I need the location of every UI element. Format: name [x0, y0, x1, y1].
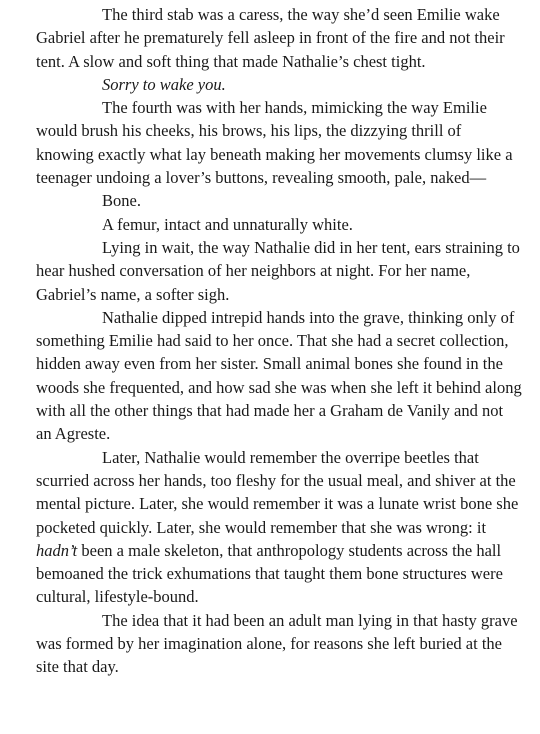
italic-text: Sorry to wake you. [102, 74, 226, 94]
paragraph-grave [36, 306, 522, 446]
paragraph-bone [36, 189, 522, 212]
paragraph-sorry-to-wake-you [36, 73, 522, 96]
italic-text: hadn’t [36, 540, 78, 560]
paragraph-text: Nathalie dipped intrepid hands into the grave, thinking only of something Emilie had said to her once. That she had a secret collection, hidden away even from her sister. Small animal bones she found in the woods she frequented, and how sad she was when she left it behind along with all the other things that had made her a Graham de Vanily and not an Agreste. [36, 307, 522, 444]
paragraph-fourth-stab [36, 96, 522, 189]
paragraph-text: The fourth was with her hands, mimicking the way Emilie would brush his cheeks, his brows, his lips, the dizzying thrill of knowing exactly what lay beneath making her movements clumsy like a teenager undoing a lover’s buttons, revealing smooth, pale, naked— [36, 98, 513, 188]
paragraph-text: been a male skeleton, that anthropology students across the hall bemoaned the trick exhumations that taught them bone structures were cultural, lifestyle-bound. [36, 540, 503, 607]
paragraph-the-idea [36, 609, 522, 679]
paragraph-text: The idea that it had been an adult man lying in that hasty grave was formed by her imagination alone, for reasons she left buried at the site that day. [36, 610, 518, 677]
paragraph-text: Later, Nathalie would remember the overripe beetles that scurried across her hands, too fleshy for the usual meal, and shiver at the mental picture. Later, she would remember it was a lunate wrist bone she pocketed quickly. Later, she would remember that she was wrong: it [36, 447, 519, 537]
paragraph-lying-in-wait [36, 236, 522, 306]
paragraph-text: Lying in wait, the way Nathalie did in her tent, ears straining to hear hushed conversation of her neighbors at night. For her name, Gabriel’s name, a softer sigh. [36, 237, 520, 304]
paragraph-text: Bone. [102, 191, 141, 211]
paragraph-third-stab [36, 3, 522, 73]
paragraph-text: A femur, intact and unnaturally white. [102, 214, 353, 234]
paragraph-later [36, 446, 522, 609]
paragraph-text: The third stab was a caress, the way she’d seen Emilie wake Gabriel after he prematurely fell asleep in front of the fire and not their tent. A slow and soft thing that made Nathalie’s chest tight. [36, 5, 505, 71]
paragraph-femur [36, 213, 522, 236]
